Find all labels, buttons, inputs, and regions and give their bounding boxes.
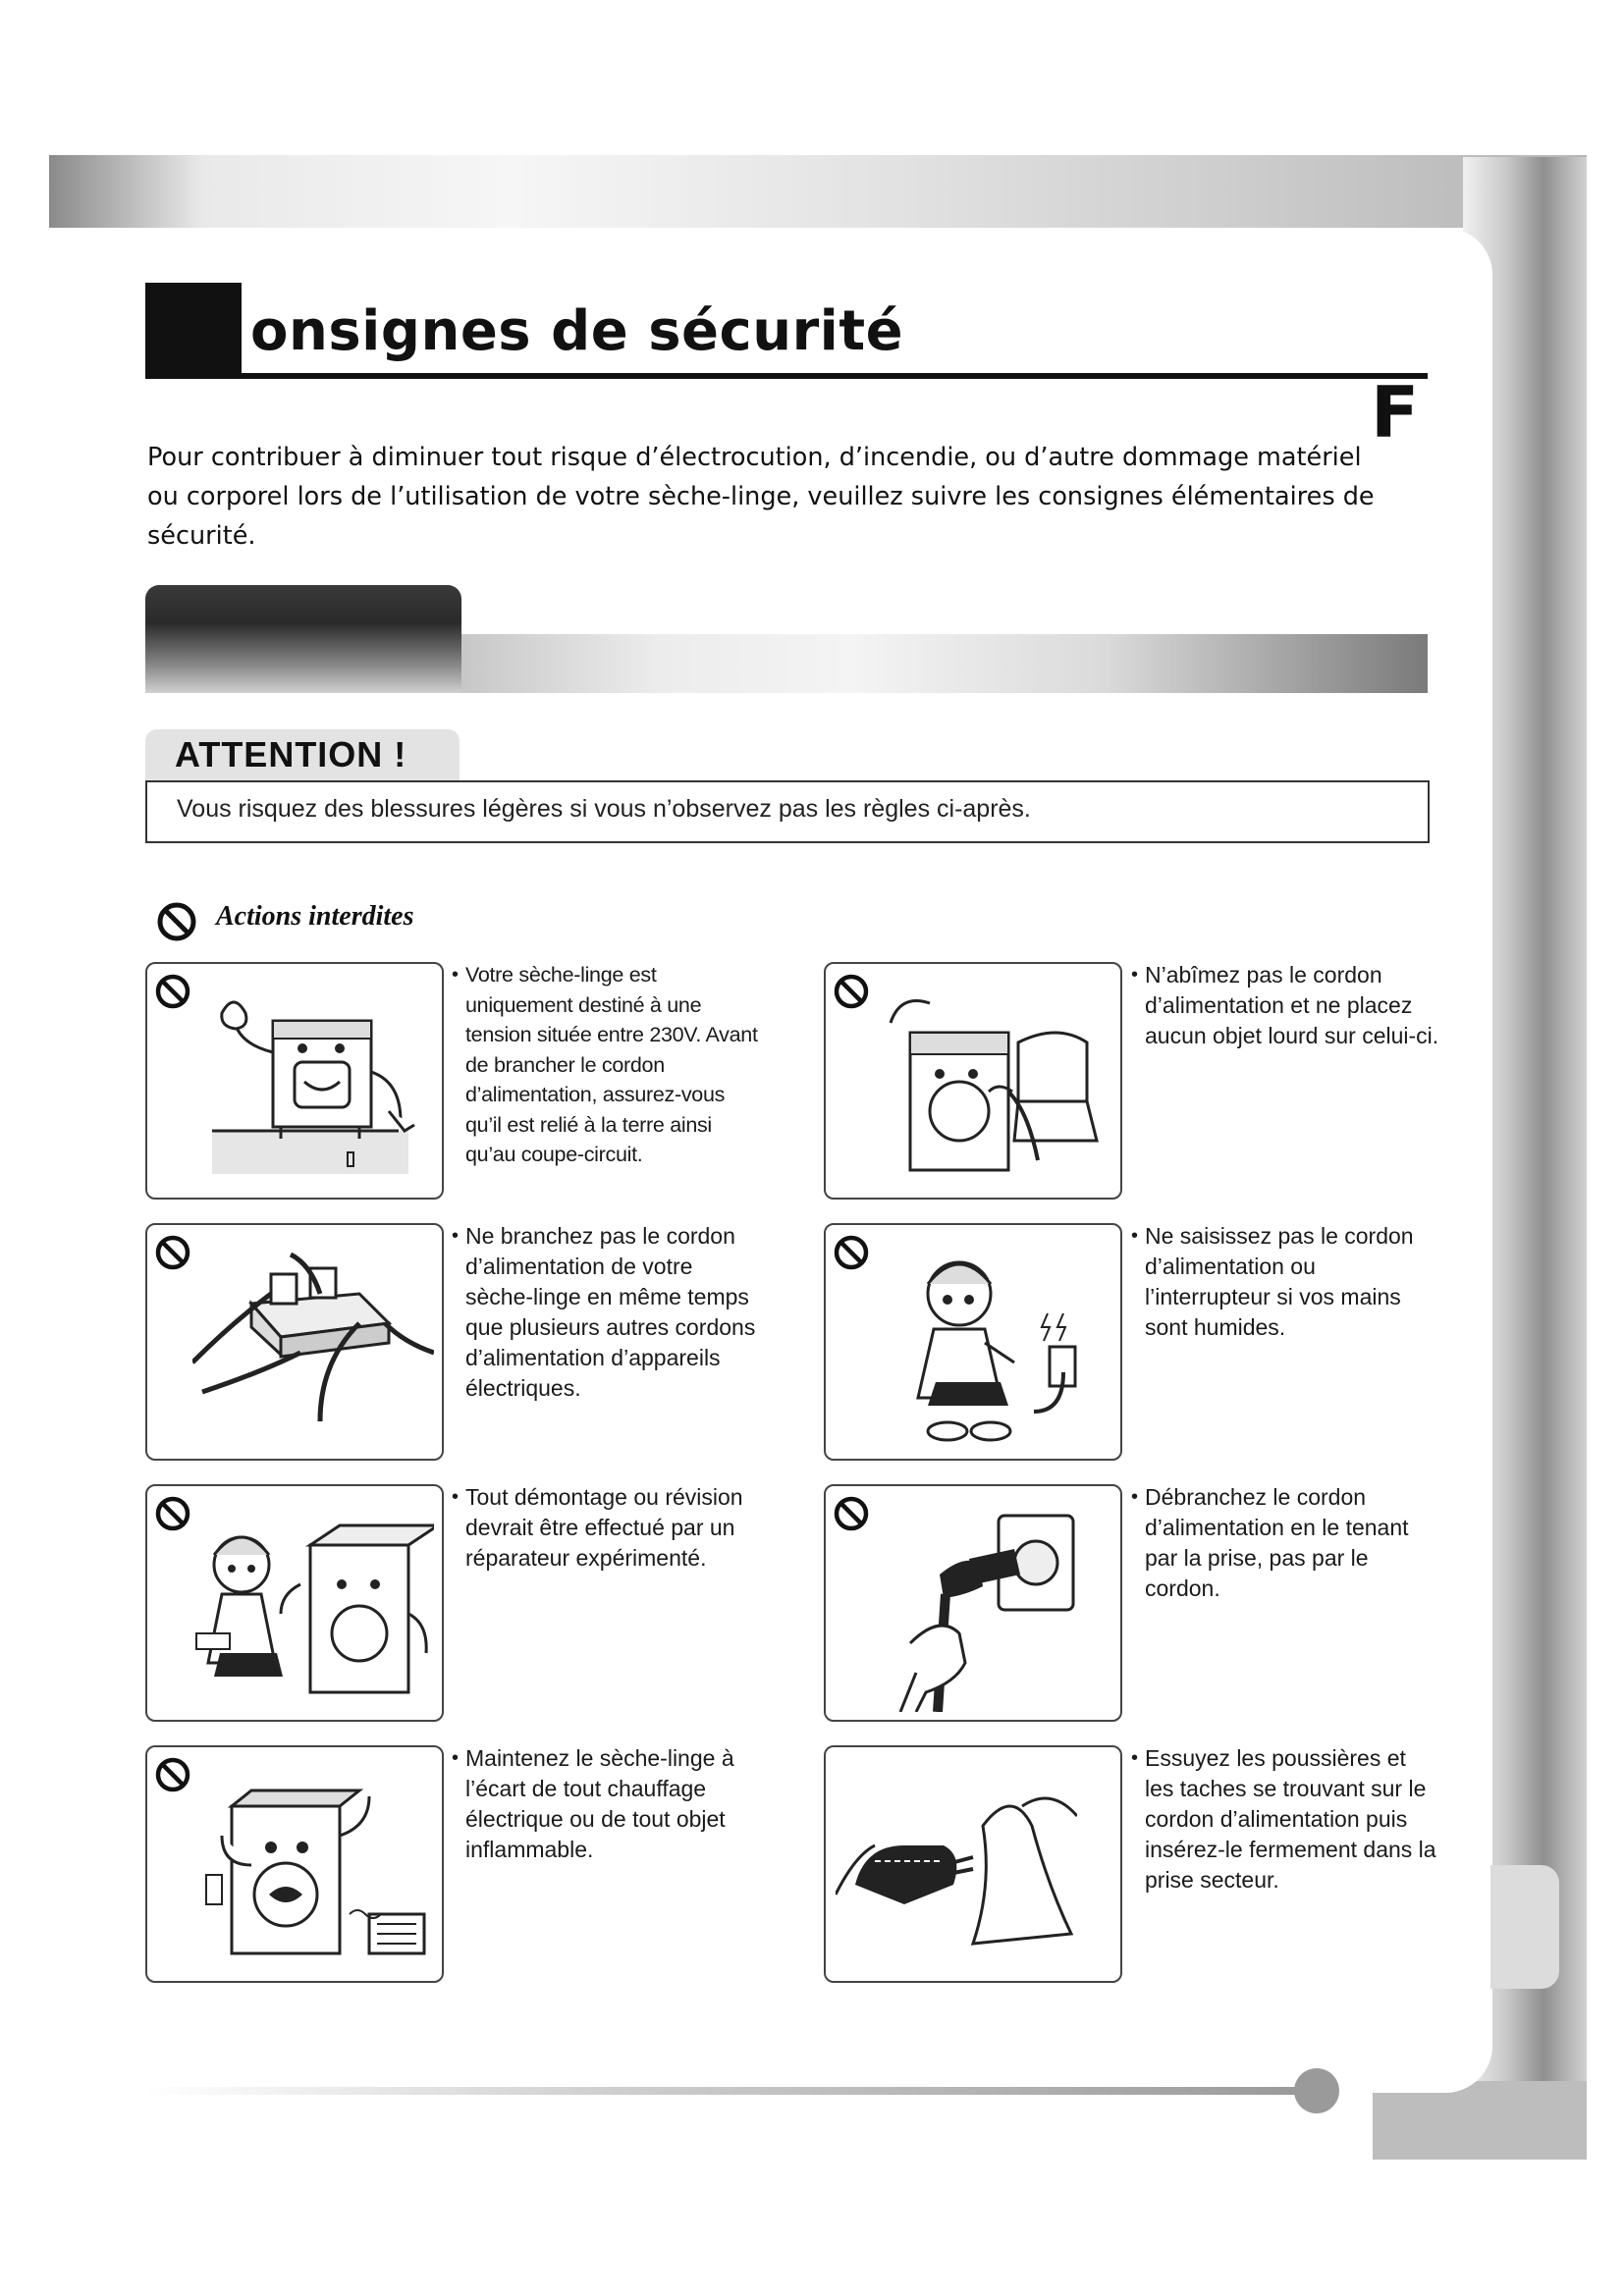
prohibited-icon xyxy=(832,1233,871,1272)
warning-illustration-cord-weight xyxy=(824,962,1122,1200)
warning-text-multi-plug: • Ne branchez pas le cordon d’alimentation de votre sèche-linge en même temps que plusieurs autres cordons d’alimentation d’appareils électriques. xyxy=(452,1223,756,1401)
prohibited-icon xyxy=(832,1494,871,1533)
warning-text-wipe: • Essuyez les poussières et les taches se trouvant sur le cordon d’alimentation puis insérez-le fermement dans la prise secteur. xyxy=(1131,1745,1436,1893)
warning-illustration-repair xyxy=(145,1484,444,1722)
wipe-plug-icon xyxy=(836,1767,1077,1973)
warning-text-heater: • Maintenez le sèche-linge à l’écart de tout chauffage électrique ou de tout objet inflammable. xyxy=(452,1745,734,1862)
header-band xyxy=(49,155,1587,228)
warning-text-voltage: • Votre sèche-linge est uniquement destiné à une tension située entre 230V. Avant de brancher le cordon d’alimentation, assurez-vous qu’il est relié à la terre ainsi qu’au coupe-circuit. xyxy=(452,963,758,1166)
warning-text-wet-hands: • Ne saisissez pas le cordon d’alimentation ou l’interrupteur si vos mains sont humides. xyxy=(1131,1223,1414,1340)
title-underline xyxy=(145,373,1428,379)
attention-label: ATTENTION ! xyxy=(175,734,407,774)
warning-illustration-multi-plug xyxy=(145,1223,444,1461)
dryer-voltage-icon xyxy=(192,984,434,1190)
intro-paragraph: Pour contribuer à diminuer tout risque d’électrocution, d’incendie, ou d’autre dommage matériel ou corporel lors de l’utilisation de votre sèche-linge, veuillez suivre les consignes élémentaires de sécurité. xyxy=(147,443,1375,551)
warning-illustration-unplug xyxy=(824,1484,1122,1722)
unplug-by-plug-icon xyxy=(871,1506,1112,1712)
prohibited-icon xyxy=(153,1755,192,1794)
page-title: onsignes de sécurité xyxy=(250,299,904,363)
side-tab xyxy=(1490,1865,1559,1989)
footer-dot xyxy=(1294,2068,1339,2113)
prohibited-icon xyxy=(155,900,198,943)
warning-illustration-heater xyxy=(145,1745,444,1983)
warning-text-unplug: • Débranchez le cordon d’alimentation en le tenant par la prise, pas par le cordon. xyxy=(1131,1484,1409,1601)
dryer-heater-icon xyxy=(192,1767,434,1973)
title-initial-block xyxy=(145,283,242,377)
prohibited-icon xyxy=(153,1494,192,1533)
prohibited-icon xyxy=(153,972,192,1011)
warning-illustration-wet-hands xyxy=(824,1223,1122,1461)
warning-illustration-wipe xyxy=(824,1745,1122,1983)
dryer-heavy-object-cord-icon xyxy=(871,984,1112,1190)
forbidden-actions-heading: Actions interdites xyxy=(216,901,414,932)
warning-illustration-voltage xyxy=(145,962,444,1200)
attention-message: Vous risquez des blessures légères si vous n’observez pas les règles ci-après. xyxy=(177,795,1031,823)
multi-outlet-plug-icon xyxy=(192,1245,434,1451)
footer-rule xyxy=(145,2087,1300,2095)
section-banner-tab xyxy=(145,585,461,693)
repair-dryer-icon xyxy=(192,1506,434,1712)
language-tab: F xyxy=(1371,371,1420,454)
side-band-lower xyxy=(1373,2081,1587,2160)
warning-text-repair: • Tout démontage ou révision devrait être effectué par un réparateur expérimenté. xyxy=(452,1484,743,1571)
wet-hands-outlet-icon xyxy=(871,1245,1112,1451)
prohibited-icon xyxy=(153,1233,192,1272)
warning-text-cord-weight: • N’abîmez pas le cordon d’alimentation et ne placez aucun objet lourd sur celui-ci. xyxy=(1131,962,1439,1048)
prohibited-icon xyxy=(832,972,871,1011)
